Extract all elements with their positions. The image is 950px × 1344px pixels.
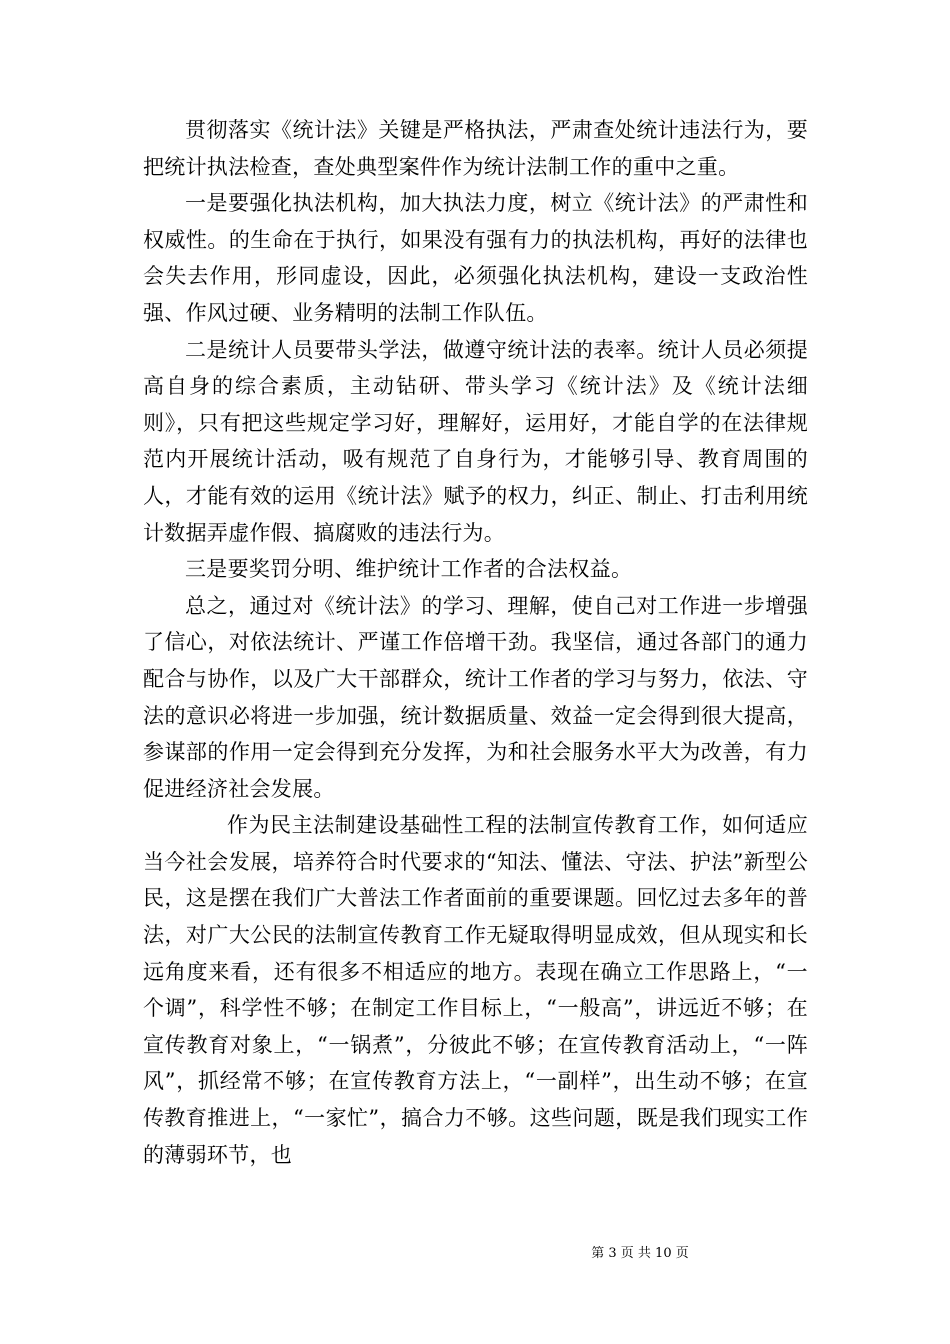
paragraph-5: 总之，通过对《统计法》的学习、理解，使自己对工作进一步增强了信心，对依法统计、严谨工作倍增干劲。我坚信，通过各部门的通力配合与协作，以及广大干部群众，统计工作者的学习与努力，依法、守法的意识必将进一步加强，统计数据质量、效益一定会得到很大提高，参谋部的作用一定会得到充分发挥，为和社会服务水平大为改善，有力促进经济社会发展。 [143,593,808,801]
document-body [143,112,808,1173]
page-number-footer: 第 3 页 共 10 页 [591,1246,689,1261]
paragraph-4: 三是要奖罚分明、维护统计工作者的合法权益。 [185,557,633,582]
paragraph-3: 二是统计人员要带头学法，做遵守统计法的表率。统计人员必须提高自身的综合素质，主动钻研、带头学习《统计法》及《统计法细则》，只有把这些规定学习好，理解好，运用好，才能自学的在法律规范内开展统计活动，吸有规范了自身行为，才能够引导、教育周围的人，才能有效的运用《统计法》赋予的权力，纠正、制止、打击利用统计数据弄虚作假、搞腐败的违法行为。 [143,337,808,545]
paragraph-1: 贯彻落实《统计法》关键是严格执法，严肃查处统计违法行为，要把统计执法检查，查处典型案件作为统计法制工作的重中之重。 [143,118,808,179]
paragraph-6: 作为民主法制建设基础性工程的法制宣传教育工作，如何适应当今社会发展，培养符合时代要求的“知法、懂法、守法、护法”新型公民，这是摆在我们广大普法工作者面前的重要课题。回忆过去多年的普法，对广大公民的法制宣传教育工作无疑取得明显成效，但从现实和长远角度来看，还有很多不相适应的地方。表现在确立工作思路上，“一个调”，科学性不够；在制定工作目标上，“一般高”，讲远近不够；在宣传教育对象上，“一锅煮”，分彼此不够；在宣传教育活动上，“一阵风”，抓经常不够；在宣传教育方法上，“一副样”，出生动不够；在宣传教育推进上，“一家忙”，搞合力不够。这些问题，既是我们现实工作的薄弱环节，也 [143,813,808,1167]
paragraph-2: 一是要强化执法机构，加大执法力度，树立《统计法》的严肃性和权威性。的生命在于执行，如果没有强有力的执法机构，再好的法律也会失去作用，形同虚设，因此，必须强化执法机构，建设一支政治性强、作风过硬、业务精明的法制工作队伍。 [143,191,808,325]
